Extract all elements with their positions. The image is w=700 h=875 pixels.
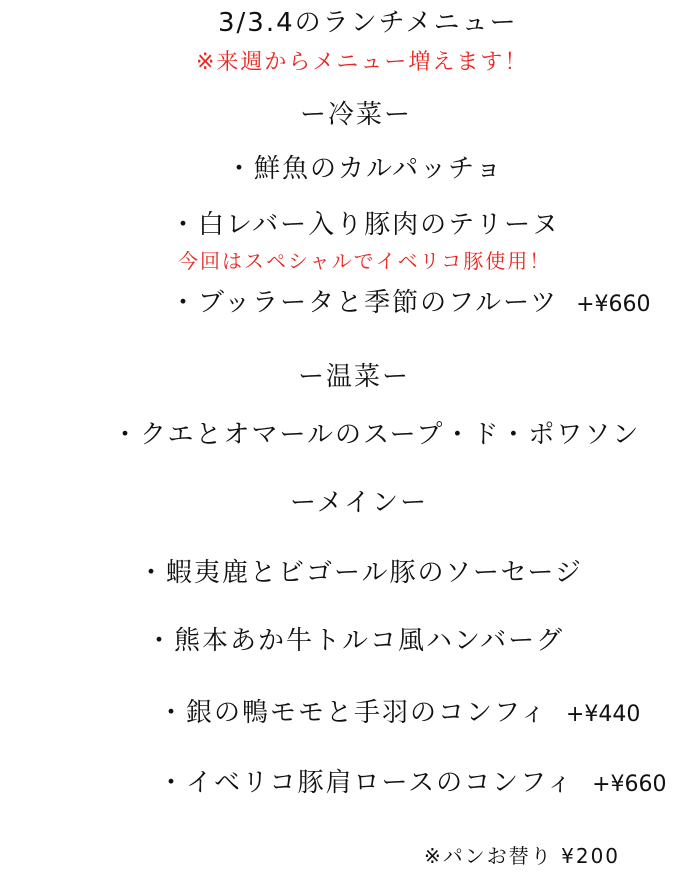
section-heading-main: ーメインー — [290, 488, 429, 518]
menu-item — [158, 700, 640, 726]
item-note: 今回はスペシャルでイベリコ豚使用！ — [178, 249, 552, 273]
menu-item: ・鮮魚のカルパッチョ — [226, 154, 504, 184]
menu-title: 3/3.4のランチメニュー — [218, 8, 518, 38]
menu-item — [170, 290, 651, 316]
menu-item: ・クエとオマールのスープ・ド・ポワソン — [112, 420, 641, 450]
item-price: +¥660 — [576, 292, 651, 317]
menu-item: ・白レバー入り豚肉のテリーヌ — [170, 210, 561, 240]
item-price: +¥440 — [565, 702, 641, 727]
notice-text: ※来週からメニュー増えます！ — [196, 50, 529, 75]
menu-item — [158, 770, 667, 796]
menu-item: ・蝦夷鹿とビゴール豚のソーセージ — [138, 558, 583, 588]
menu-item: ・熊本あか牛トルコ風ハンバーグ — [146, 626, 565, 656]
section-heading-cold: ー冷菜ー — [300, 100, 413, 130]
section-heading-warm: ー温菜ー — [298, 362, 411, 392]
menu-item-name: ・ブッラータと季節のフルーツ — [170, 288, 559, 318]
menu-item-name: ・イベリコ豚肩ロースのコンフィ — [158, 768, 575, 798]
menu-item-name: ・銀の鴨モモと手羽のコンフィ — [158, 698, 548, 728]
item-price: +¥660 — [592, 772, 667, 797]
footer-note: ※パンお替り ¥200 — [424, 844, 621, 868]
